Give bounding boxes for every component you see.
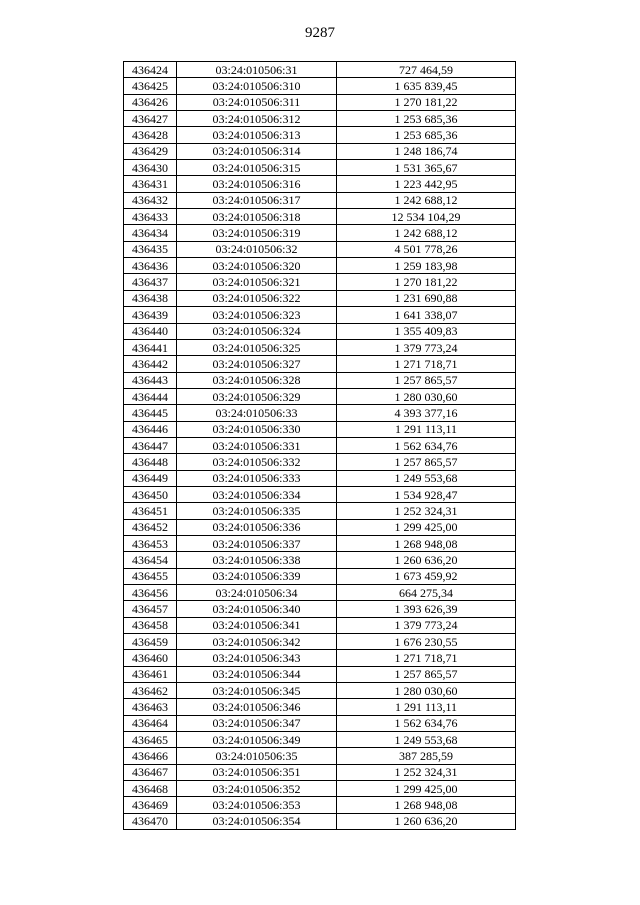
row-number-cell: 436455 — [124, 568, 177, 584]
row-number-cell: 436429 — [124, 143, 177, 159]
cadastral-value-cell: 1 562 634,76 — [337, 715, 516, 731]
row-number-cell: 436447 — [124, 437, 177, 453]
cadastral-number-cell: 03:24:010506:343 — [177, 650, 337, 666]
cadastral-number-cell: 03:24:010506:353 — [177, 797, 337, 813]
cadastral-number-cell: 03:24:010506:342 — [177, 634, 337, 650]
row-number-cell: 436456 — [124, 585, 177, 601]
row-number-cell: 436440 — [124, 323, 177, 339]
table-row — [124, 699, 516, 715]
row-number-cell: 436454 — [124, 552, 177, 568]
cadastral-number-cell: 03:24:010506:352 — [177, 781, 337, 797]
cadastral-value-cell: 1 534 928,47 — [337, 486, 516, 502]
cadastral-number-cell: 03:24:010506:31 — [177, 62, 337, 78]
table-row — [124, 781, 516, 797]
cadastral-value-cell: 727 464,59 — [337, 62, 516, 78]
table-row — [124, 78, 516, 94]
row-number-cell: 436434 — [124, 225, 177, 241]
row-number-cell: 436425 — [124, 78, 177, 94]
row-number-cell: 436451 — [124, 503, 177, 519]
cadastral-number-cell: 03:24:010506:334 — [177, 486, 337, 502]
row-number-cell: 436432 — [124, 192, 177, 208]
row-number-cell: 436446 — [124, 421, 177, 437]
row-number-cell: 436463 — [124, 699, 177, 715]
cadastral-number-cell: 03:24:010506:337 — [177, 535, 337, 551]
cadastral-number-cell: 03:24:010506:318 — [177, 209, 337, 225]
cadastral-value-cell: 1 562 634,76 — [337, 437, 516, 453]
row-number-cell: 436424 — [124, 62, 177, 78]
cadastral-number-cell: 03:24:010506:333 — [177, 470, 337, 486]
cadastral-value-cell: 1 271 718,71 — [337, 650, 516, 666]
table-row — [124, 258, 516, 274]
cadastral-number-cell: 03:24:010506:327 — [177, 356, 337, 372]
table-row — [124, 143, 516, 159]
table-row — [124, 486, 516, 502]
row-number-cell: 436469 — [124, 797, 177, 813]
cadastral-number-cell: 03:24:010506:332 — [177, 454, 337, 470]
table-row — [124, 568, 516, 584]
cadastral-value-cell: 1 259 183,98 — [337, 258, 516, 274]
table-row — [124, 372, 516, 388]
cadastral-value-cell: 1 299 425,00 — [337, 519, 516, 535]
cadastral-number-cell: 03:24:010506:316 — [177, 176, 337, 192]
cadastral-value-cell: 1 268 948,08 — [337, 535, 516, 551]
cadastral-value-cell: 1 676 230,55 — [337, 634, 516, 650]
cadastral-value-cell: 1 280 030,60 — [337, 388, 516, 404]
cadastral-number-cell: 03:24:010506:330 — [177, 421, 337, 437]
cadastral-value-cell: 4 501 778,26 — [337, 241, 516, 257]
table-row — [124, 617, 516, 633]
row-number-cell: 436458 — [124, 617, 177, 633]
cadastral-number-cell: 03:24:010506:323 — [177, 307, 337, 323]
table-row — [124, 650, 516, 666]
row-number-cell: 436462 — [124, 683, 177, 699]
cadastral-number-cell: 03:24:010506:319 — [177, 225, 337, 241]
row-number-cell: 436464 — [124, 715, 177, 731]
table-row — [124, 666, 516, 682]
page-number: 9287 — [305, 25, 335, 41]
cadastral-value-cell: 1 252 324,31 — [337, 503, 516, 519]
cadastral-value-cell: 1 355 409,83 — [337, 323, 516, 339]
cadastral-value-cell: 1 531 365,67 — [337, 160, 516, 176]
cadastral-number-cell: 03:24:010506:325 — [177, 339, 337, 355]
table-row — [124, 160, 516, 176]
table-row — [124, 62, 516, 78]
table-row — [124, 323, 516, 339]
cadastral-number-cell: 03:24:010506:328 — [177, 372, 337, 388]
cadastral-number-cell: 03:24:010506:315 — [177, 160, 337, 176]
cadastral-value-cell: 1 260 636,20 — [337, 552, 516, 568]
cadastral-number-cell: 03:24:010506:344 — [177, 666, 337, 682]
table-row — [124, 225, 516, 241]
cadastral-number-cell: 03:24:010506:32 — [177, 241, 337, 257]
cadastral-number-cell: 03:24:010506:347 — [177, 715, 337, 731]
cadastral-number-cell: 03:24:010506:341 — [177, 617, 337, 633]
cadastral-number-cell: 03:24:010506:329 — [177, 388, 337, 404]
row-number-cell: 436450 — [124, 486, 177, 502]
cadastral-number-cell: 03:24:010506:310 — [177, 78, 337, 94]
cadastral-value-table — [123, 61, 516, 830]
cadastral-value-cell: 1 379 773,24 — [337, 617, 516, 633]
cadastral-number-cell: 03:24:010506:349 — [177, 732, 337, 748]
row-number-cell: 436430 — [124, 160, 177, 176]
table-row — [124, 764, 516, 780]
table-row — [124, 241, 516, 257]
table-row — [124, 127, 516, 143]
cadastral-value-cell: 1 223 442,95 — [337, 176, 516, 192]
cadastral-value-cell: 4 393 377,16 — [337, 405, 516, 421]
table-row — [124, 290, 516, 306]
row-number-cell: 436457 — [124, 601, 177, 617]
row-number-cell: 436437 — [124, 274, 177, 290]
row-number-cell: 436467 — [124, 764, 177, 780]
cadastral-number-cell: 03:24:010506:324 — [177, 323, 337, 339]
row-number-cell: 436465 — [124, 732, 177, 748]
cadastral-value-cell: 1 379 773,24 — [337, 339, 516, 355]
table-row — [124, 274, 516, 290]
cadastral-number-cell: 03:24:010506:335 — [177, 503, 337, 519]
table-row — [124, 356, 516, 372]
table-row — [124, 732, 516, 748]
cadastral-value-cell: 1 231 690,88 — [337, 290, 516, 306]
cadastral-value-cell: 1 393 626,39 — [337, 601, 516, 617]
table-row — [124, 748, 516, 764]
table-row — [124, 209, 516, 225]
cadastral-value-cell: 1 260 636,20 — [337, 813, 516, 829]
row-number-cell: 436431 — [124, 176, 177, 192]
cadastral-value-cell: 1 253 685,36 — [337, 111, 516, 127]
cadastral-number-cell: 03:24:010506:336 — [177, 519, 337, 535]
table-row — [124, 111, 516, 127]
row-number-cell: 436461 — [124, 666, 177, 682]
cadastral-number-cell: 03:24:010506:321 — [177, 274, 337, 290]
row-number-cell: 436449 — [124, 470, 177, 486]
row-number-cell: 436428 — [124, 127, 177, 143]
row-number-cell: 436436 — [124, 258, 177, 274]
cadastral-number-cell: 03:24:010506:34 — [177, 585, 337, 601]
cadastral-number-cell: 03:24:010506:317 — [177, 192, 337, 208]
cadastral-number-cell: 03:24:010506:346 — [177, 699, 337, 715]
row-number-cell: 436460 — [124, 650, 177, 666]
row-number-cell: 436442 — [124, 356, 177, 372]
cadastral-number-cell: 03:24:010506:35 — [177, 748, 337, 764]
table-row — [124, 535, 516, 551]
cadastral-value-cell: 1 270 181,22 — [337, 94, 516, 110]
cadastral-value-cell: 1 257 865,57 — [337, 372, 516, 388]
cadastral-number-cell: 03:24:010506:313 — [177, 127, 337, 143]
cadastral-number-cell: 03:24:010506:354 — [177, 813, 337, 829]
cadastral-number-cell: 03:24:010506:345 — [177, 683, 337, 699]
cadastral-number-cell: 03:24:010506:311 — [177, 94, 337, 110]
cadastral-value-cell: 1 242 688,12 — [337, 192, 516, 208]
cadastral-value-cell: 1 252 324,31 — [337, 764, 516, 780]
table-row — [124, 192, 516, 208]
cadastral-value-cell: 1 299 425,00 — [337, 781, 516, 797]
cadastral-number-cell: 03:24:010506:339 — [177, 568, 337, 584]
cadastral-value-cell: 1 291 113,11 — [337, 421, 516, 437]
cadastral-number-cell: 03:24:010506:338 — [177, 552, 337, 568]
cadastral-number-cell: 03:24:010506:331 — [177, 437, 337, 453]
table-row — [124, 339, 516, 355]
cadastral-value-cell: 1 268 948,08 — [337, 797, 516, 813]
cadastral-value-cell: 1 280 030,60 — [337, 683, 516, 699]
row-number-cell: 436453 — [124, 535, 177, 551]
cadastral-value-cell: 1 249 553,68 — [337, 732, 516, 748]
table-row — [124, 454, 516, 470]
cadastral-number-cell: 03:24:010506:320 — [177, 258, 337, 274]
cadastral-number-cell: 03:24:010506:322 — [177, 290, 337, 306]
row-number-cell: 436468 — [124, 781, 177, 797]
table-row — [124, 797, 516, 813]
cadastral-number-cell: 03:24:010506:33 — [177, 405, 337, 421]
table-row — [124, 94, 516, 110]
cadastral-value-cell: 1 253 685,36 — [337, 127, 516, 143]
row-number-cell: 436439 — [124, 307, 177, 323]
cadastral-number-cell: 03:24:010506:351 — [177, 764, 337, 780]
cadastral-value-cell: 1 673 459,92 — [337, 568, 516, 584]
row-number-cell: 436445 — [124, 405, 177, 421]
cadastral-number-cell: 03:24:010506:314 — [177, 143, 337, 159]
cadastral-value-cell: 1 641 338,07 — [337, 307, 516, 323]
row-number-cell: 436466 — [124, 748, 177, 764]
cadastral-value-cell: 1 291 113,11 — [337, 699, 516, 715]
row-number-cell: 436459 — [124, 634, 177, 650]
row-number-cell: 436427 — [124, 111, 177, 127]
table-row — [124, 552, 516, 568]
table-row — [124, 601, 516, 617]
table-row — [124, 388, 516, 404]
table-body — [124, 62, 516, 830]
cadastral-value-cell: 1 270 181,22 — [337, 274, 516, 290]
cadastral-value-cell: 1 249 553,68 — [337, 470, 516, 486]
table-row — [124, 307, 516, 323]
cadastral-value-cell: 664 275,34 — [337, 585, 516, 601]
table-row — [124, 519, 516, 535]
table-row — [124, 634, 516, 650]
cadastral-value-cell: 12 534 104,29 — [337, 209, 516, 225]
row-number-cell: 436426 — [124, 94, 177, 110]
cadastral-number-cell: 03:24:010506:312 — [177, 111, 337, 127]
row-number-cell: 436438 — [124, 290, 177, 306]
cadastral-value-cell: 387 285,59 — [337, 748, 516, 764]
row-number-cell: 436441 — [124, 339, 177, 355]
table-row — [124, 585, 516, 601]
cadastral-value-cell: 1 271 718,71 — [337, 356, 516, 372]
row-number-cell: 436435 — [124, 241, 177, 257]
row-number-cell: 436443 — [124, 372, 177, 388]
cadastral-value-cell: 1 248 186,74 — [337, 143, 516, 159]
row-number-cell: 436470 — [124, 813, 177, 829]
row-number-cell: 436444 — [124, 388, 177, 404]
table-row — [124, 683, 516, 699]
cadastral-value-cell: 1 257 865,57 — [337, 454, 516, 470]
table-row — [124, 176, 516, 192]
cadastral-value-cell: 1 635 839,45 — [337, 78, 516, 94]
table-row — [124, 405, 516, 421]
cadastral-value-cell: 1 242 688,12 — [337, 225, 516, 241]
row-number-cell: 436433 — [124, 209, 177, 225]
cadastral-value-cell: 1 257 865,57 — [337, 666, 516, 682]
table-row — [124, 421, 516, 437]
table-row — [124, 437, 516, 453]
row-number-cell: 436448 — [124, 454, 177, 470]
table-row — [124, 503, 516, 519]
row-number-cell: 436452 — [124, 519, 177, 535]
table-row — [124, 470, 516, 486]
cadastral-number-cell: 03:24:010506:340 — [177, 601, 337, 617]
table-row — [124, 813, 516, 829]
table-row — [124, 715, 516, 731]
